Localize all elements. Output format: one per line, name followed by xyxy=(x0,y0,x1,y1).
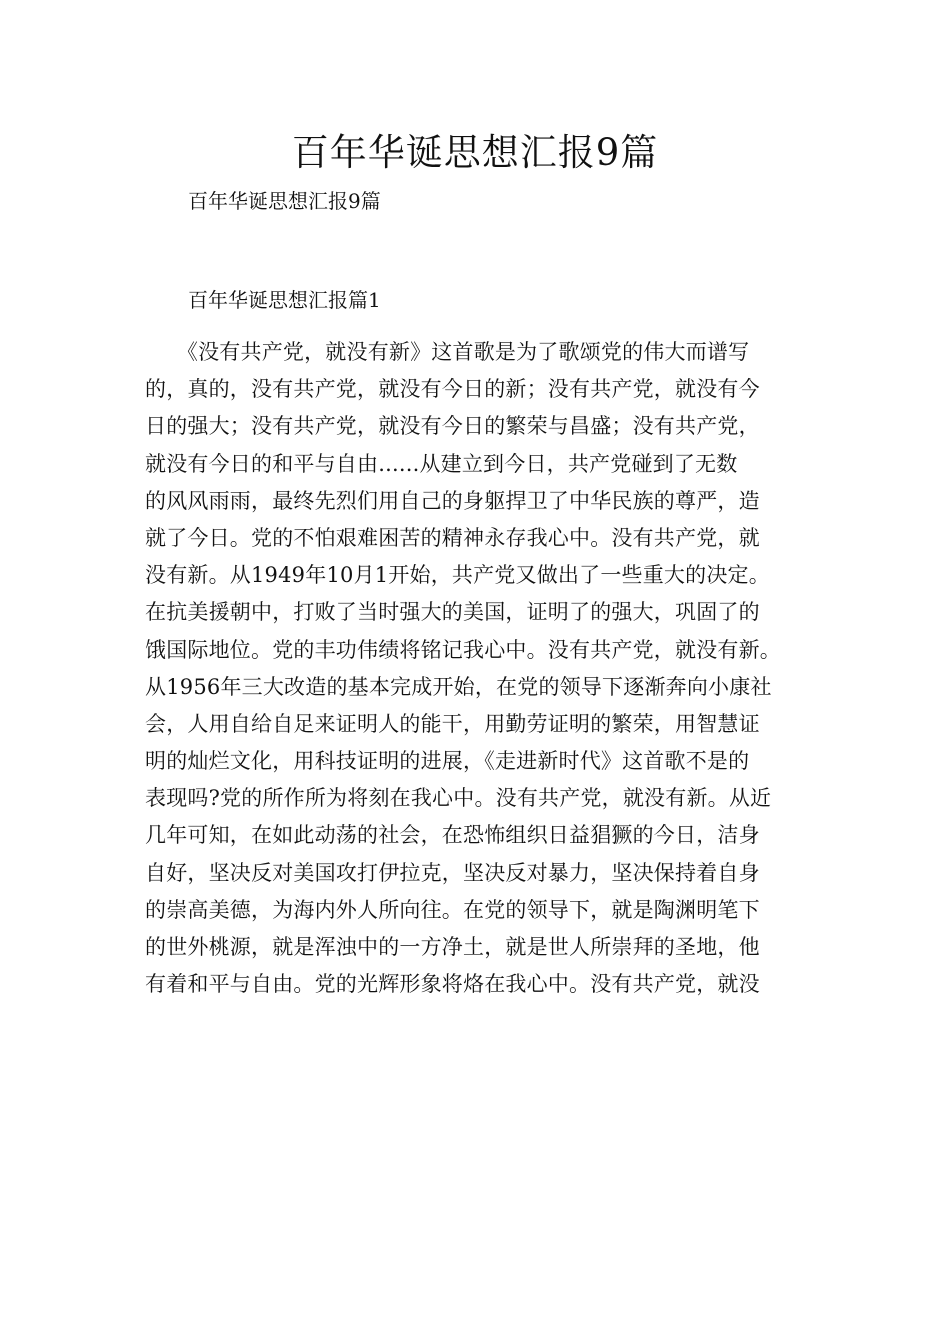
body-line: 会，人用自给自足来证明人的能干，用勤劳证明的繁荣，用智慧证 xyxy=(145,711,760,736)
body-line: 《没有共产党，就没有新》这首歌是为了歌颂党的伟大而谱写 xyxy=(145,340,750,364)
body-line: 表现吗?党的所作所为将刻在我心中。没有共产党，就没有新。从近 xyxy=(145,786,772,811)
body-line: 明的灿烂文化，用科技证明的进展，《走进新时代》这首歌不是的 xyxy=(145,749,750,774)
body-line: 的世外桃源，就是浑浊中的一方净土，就是世人所崇拜的圣地，他 xyxy=(145,935,760,959)
section-heading: 百年华诞思想汇报篇1 xyxy=(188,288,381,312)
body-line: 在抗美援朝中，打败了当时强大的美国，证明了的强大，巩固了的 xyxy=(145,600,760,625)
body-line: 就没有今日的和平与自由......从建立到今日，共产党碰到了无数 xyxy=(145,451,738,476)
body-line: 几年可知，在如此动荡的社会，在恐怖组织日益猖獗的今日，洁身 xyxy=(145,823,760,848)
body-line: 自好，坚决反对美国攻打伊拉克，坚决反对暴力，坚决保持着自身 xyxy=(145,860,760,885)
body-line: 有着和平与自由。党的光辉形象将烙在我心中。没有共产党，就没 xyxy=(145,972,760,997)
body-line: 饿国际地位。党的丰功伟绩将铭记我心中。没有共产党，就没有新。 xyxy=(145,637,781,662)
body-paragraph xyxy=(145,334,825,1003)
body-line: 的风风雨雨，最终先烈们用自己的身躯捍卫了中华民族的尊严，造 xyxy=(145,488,760,513)
body-line: 日的强大；没有共产党，就没有今日的繁荣与昌盛；没有共产党， xyxy=(145,414,760,439)
document-subtitle: 百年华诞思想汇报9篇 xyxy=(188,189,381,213)
body-line: 就了今日。党的不怕艰难困苦的精神永存我心中。没有共产党，就 xyxy=(145,525,760,550)
body-line: 从1956年三大改造的基本完成开始，在党的领导下逐渐奔向小康社 xyxy=(145,674,772,699)
document-title: 百年华诞思想汇报9篇 xyxy=(291,131,659,174)
body-line: 没有新。从1949年10月1开始，共产党又做出了一些重大的决定。 xyxy=(145,563,770,588)
body-line: 的，真的，没有共产党，就没有今日的新；没有共产党，就没有今 xyxy=(145,377,760,402)
body-line: 的崇高美德，为海内外人所向往。在党的领导下，就是陶渊明笔下 xyxy=(145,897,760,922)
